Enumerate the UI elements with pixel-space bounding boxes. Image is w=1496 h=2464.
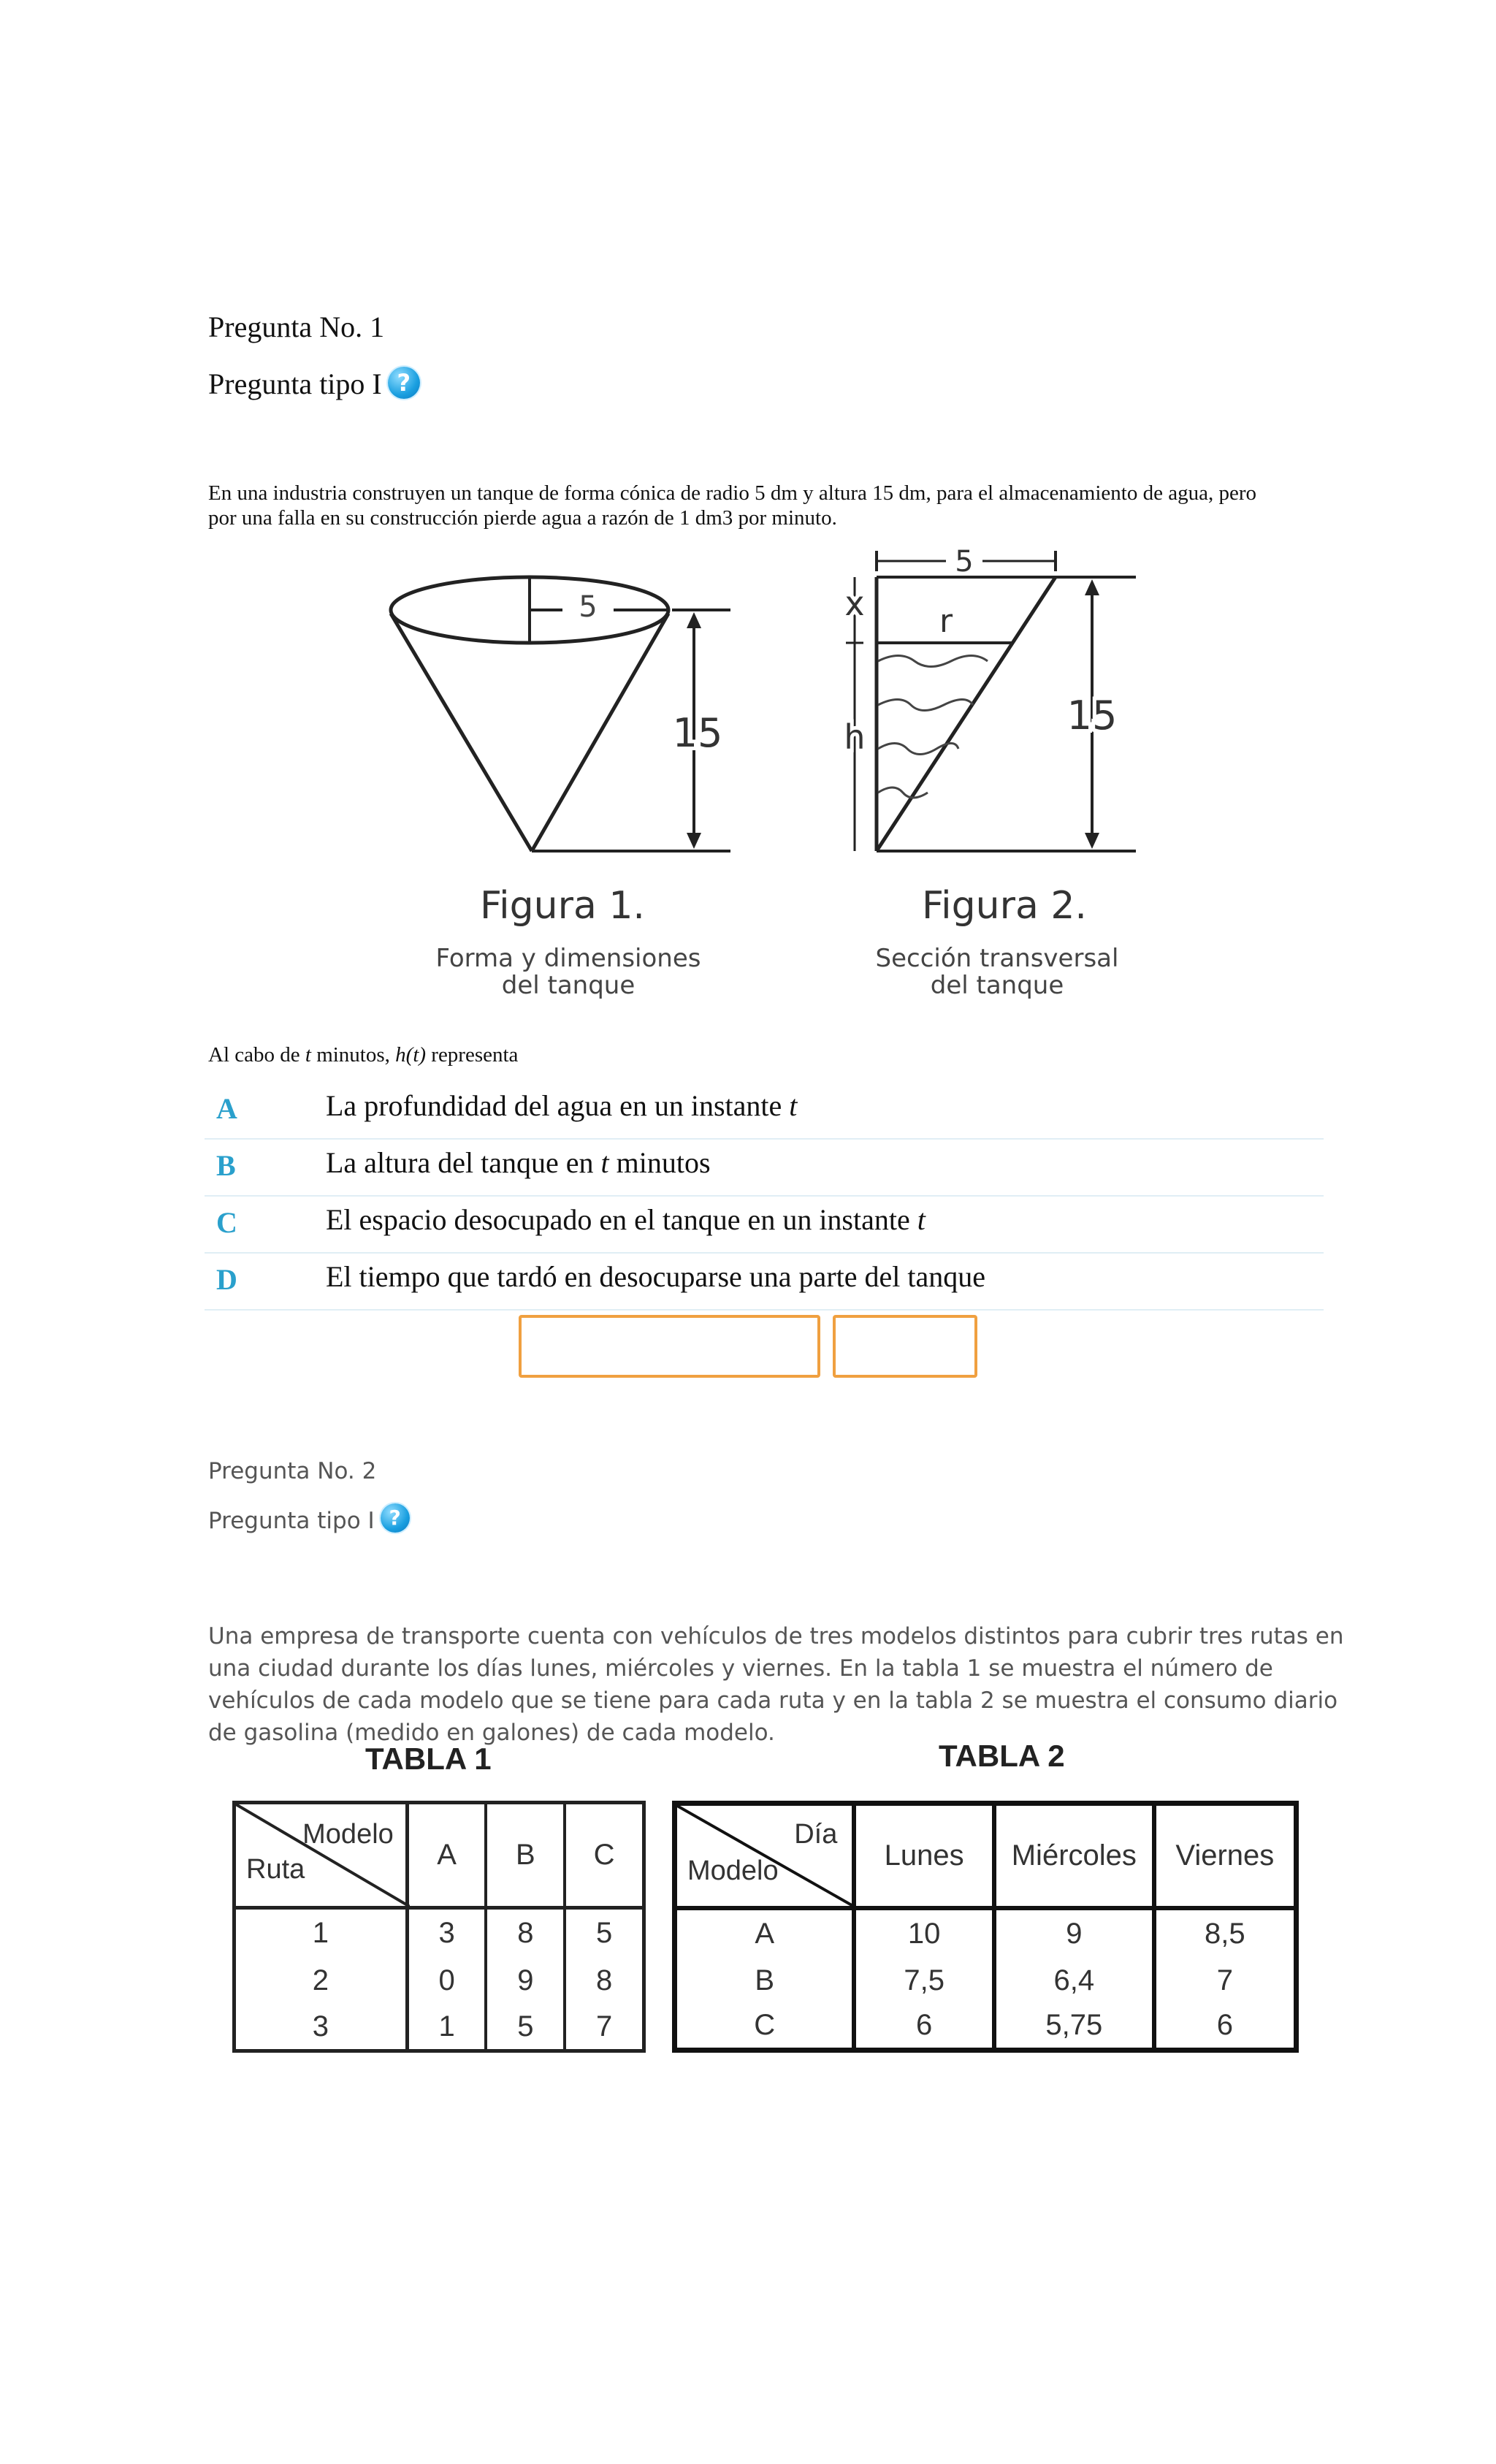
table-1-cell: 5: [486, 2005, 565, 2051]
option-c-text: [326, 1202, 926, 1237]
option-c[interactable]: [205, 1195, 1324, 1254]
statement-line: de gasolina (medido en galones) de cada modelo.: [208, 1720, 775, 1746]
question-2-type: [208, 1508, 410, 1534]
table-row: [675, 1957, 1297, 2004]
table-2-cell: 7,5: [854, 1957, 994, 2004]
table-1-cell: 8: [486, 1908, 565, 1958]
table-2: [672, 1801, 1299, 2053]
question-2-type-label: Pregunta tipo I: [208, 1508, 375, 1534]
option-b-letter: B: [216, 1149, 236, 1182]
figure-2-height-label: 15: [1066, 693, 1118, 739]
table-2-cell: A: [675, 1908, 855, 1958]
figure-1-caption-1: Forma y dimensiones: [435, 944, 701, 973]
question-1-prompt: [208, 1043, 518, 1067]
table-1-corner-cell: [234, 1803, 408, 1908]
option-c-var: t: [917, 1203, 926, 1236]
option-b-text: [326, 1145, 711, 1180]
table-2-header: Viernes: [1175, 1839, 1275, 1872]
table-row: [234, 2005, 644, 2051]
prompt-var-h: h(t): [395, 1043, 427, 1067]
question-1-number: Pregunta No. 1: [208, 310, 385, 343]
question-2-statement: [208, 1620, 1343, 1749]
option-a-label: La profundidad del agua en un instante: [326, 1089, 790, 1122]
table-1-corner-bottom: Ruta: [246, 1854, 305, 1885]
question-1-type: [208, 367, 420, 401]
table-row: [675, 2004, 1297, 2051]
statement-line: una ciudad durante los días lunes, miércoles y viernes. En la tabla 1 se muestra el número de: [208, 1655, 1273, 1682]
option-d[interactable]: [205, 1252, 1324, 1311]
statement-line-2: por una falla en su construcción pierde agua a razón de 1 dm3 por minuto.: [208, 506, 837, 530]
question-1-type-label: Pregunta tipo I: [208, 367, 382, 400]
option-c-letter: C: [216, 1206, 237, 1239]
table-2-cell: 6: [1216, 2009, 1233, 2042]
table-1-title: TABLA 1: [365, 1742, 492, 1776]
option-a-var: t: [789, 1089, 798, 1122]
table-1-cell: 1: [407, 2005, 486, 2051]
table-2-title: TABLA 2: [939, 1739, 1065, 1773]
statement-line: Una empresa de transporte cuenta con vehículos de tres modelos distintos para cubrir tres rutas en: [208, 1623, 1344, 1649]
table-1-cell: 2: [234, 1958, 408, 2005]
table-2-header: Lunes: [854, 1804, 994, 1908]
table-1-cell: 0: [407, 1958, 486, 2005]
table-2-cell: 7: [1216, 1964, 1233, 1996]
figure-1-height-label: 15: [672, 710, 723, 756]
table-2-corner-cell: [675, 1804, 855, 1908]
figure-2-x-label: x: [844, 584, 865, 623]
figure-1-radius-label: 5: [579, 590, 598, 624]
table-2-cell: 8,5: [1205, 1917, 1245, 1950]
table-row: [234, 1908, 644, 1958]
question-1-statement: [208, 481, 1256, 530]
option-d-text: El tiempo que tardó en desocuparse una parte del tanque: [326, 1260, 985, 1293]
table-1-corner-top: Modelo: [302, 1819, 394, 1850]
table-1-header: A: [407, 1803, 486, 1908]
option-a[interactable]: [205, 1081, 1324, 1140]
table-2-header: Miércoles: [994, 1804, 1154, 1908]
figure-2-h-label: h: [844, 717, 866, 757]
table-1: [232, 1801, 646, 2053]
help-icon[interactable]: ?: [388, 367, 420, 399]
option-b-tail: minutos: [608, 1146, 711, 1179]
option-a-letter: A: [216, 1092, 237, 1125]
table-2-cell: 6,4: [994, 1957, 1154, 2004]
figure-1-caption-2: del tanque: [501, 971, 636, 1000]
table-1-cell: 8: [595, 1964, 613, 1997]
figure-2-cross-section: [833, 541, 1154, 1008]
table-1-cell: 5: [595, 1917, 613, 1950]
table-1-header: C: [593, 1839, 615, 1872]
table-row: [234, 1958, 644, 2005]
figure-2-title: Figura 2.: [922, 884, 1087, 928]
answer-button-secondary[interactable]: [833, 1315, 977, 1378]
table-2-cell: 9: [994, 1908, 1154, 1958]
figure-1-cone: [365, 555, 760, 1008]
figure-1-title: Figura 1.: [480, 884, 645, 928]
figure-2-caption-2: del tanque: [930, 971, 1064, 1000]
option-b[interactable]: [205, 1138, 1324, 1197]
figure-2-r-label: r: [939, 603, 953, 640]
prompt-text-3: representa: [426, 1043, 519, 1067]
question-2-number: Pregunta No. 2: [208, 1458, 377, 1484]
table-2-cell: 10: [854, 1908, 994, 1958]
table-2-cell: C: [675, 2004, 855, 2051]
option-c-label: El espacio desocupado en el tanque en un instante: [326, 1203, 917, 1236]
statement-line-1: En una industria construyen un tanque de forma cónica de radio 5 dm y altura 15 dm, para el almacenamiento de agua, pero: [208, 481, 1256, 505]
table-2-cell: 6: [854, 2004, 994, 2051]
table-1-cell: 3: [234, 2005, 408, 2051]
answer-button-primary[interactable]: [519, 1315, 820, 1378]
figure-2-caption-1: Sección transversal: [875, 944, 1119, 973]
table-row: [675, 1908, 1297, 1958]
table-2-corner-top: Día: [794, 1819, 838, 1850]
option-b-var: t: [600, 1146, 609, 1179]
table-2-corner-bottom: Modelo: [687, 1855, 779, 1886]
prompt-text: Al cabo de: [208, 1043, 305, 1067]
table-2-cell: B: [675, 1957, 855, 2004]
option-d-letter: D: [216, 1263, 237, 1296]
figure-2-top-label: 5: [955, 545, 974, 579]
table-2-cell: 5,75: [994, 2004, 1154, 2051]
option-a-text: [326, 1088, 797, 1123]
prompt-text-2: minutos,: [310, 1043, 396, 1067]
prompt-var-t: t: [305, 1043, 311, 1067]
table-1-cell: 1: [234, 1908, 408, 1958]
help-icon[interactable]: ?: [381, 1503, 410, 1533]
table-1-header: B: [486, 1803, 565, 1908]
table-1-cell: 9: [486, 1958, 565, 2005]
option-b-label: La altura del tanque en: [326, 1146, 601, 1179]
table-1-cell: 7: [595, 2010, 613, 2042]
statement-line: vehículos de cada modelo que se tiene para cada ruta y en la tabla 2 se muestra el consumo diario: [208, 1687, 1338, 1714]
table-1-cell: 3: [407, 1908, 486, 1958]
